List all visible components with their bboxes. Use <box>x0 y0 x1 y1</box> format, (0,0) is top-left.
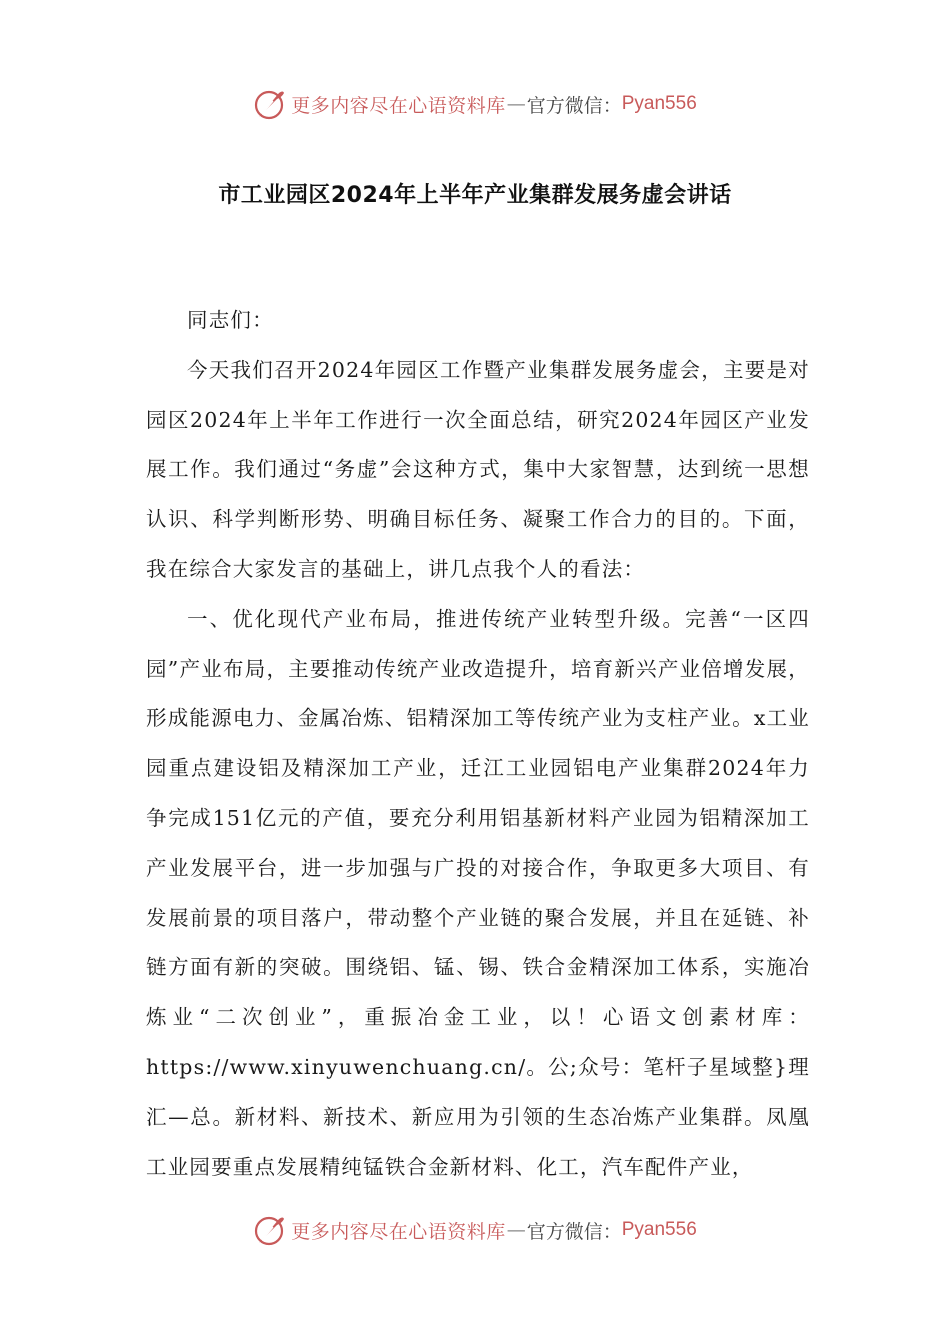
banner-separator: — <box>506 1219 526 1241</box>
quill-logo-icon <box>253 87 287 121</box>
document-title: 市工业园区2024年上半年产业集群发展务虚会讲话 <box>218 183 732 208</box>
header-watermark-banner <box>0 84 950 124</box>
banner-wechat-id: Pyan556 <box>621 93 697 114</box>
footer-watermark-banner <box>0 1210 950 1250</box>
section-one-paragraph: 一、优化现代产业布局，推进传统产业转型升级。完善“一区四园”产业布局，主要推动传统产业改造提升，培育新兴产业倍增发展，形成能源电力、金属冶炼、铝精深加工等传统产业为支柱产业。x工业园重点建设铝及精深加工产业，迁江工业园铝电产业集群2024年力争完成151亿元的产值，要充分利用铝基新材料产业园为铝精深加工产业发展平台，进一步加强与广投的对接合作，争取更多大项目、有发展前景的项目落户，带动整个产业链的聚合发展，并且在延链、补链方面有新的突破。围绕铝、锰、锡、铁合金精深加工体系，实施冶炼业“二次创业”，重振冶金工业，以！心语文创素材库：https://www.xinyuwenchuang.cn/。公;众号：笔杆子星域整}理汇—总。新材料、新技术、新应用为引领的生态冶炼产业集群。凤凰工业园要重点发展精纯锰铁合金新材料、化工，汽车配件产业， <box>146 606 810 1179</box>
banner-separator: — <box>506 93 526 115</box>
banner-wechat-id: Pyan556 <box>621 1219 697 1240</box>
banner-text: 更多内容尽在心语资料库 <box>291 1220 506 1243</box>
banner-text: 更多内容尽在心语资料库 <box>291 94 506 117</box>
document-body <box>146 296 810 1192</box>
banner-wechat-label: 官方微信： <box>526 1220 622 1243</box>
salutation-paragraph: 同志们： <box>187 308 274 332</box>
intro-paragraph: 今天我们召开2024年园区工作暨产业集群发展务虚会，主要是对园区2024年上半年工作进行一次全面总结，研究2024年园区产业发展工作。我们通过“务虚”会这种方式，集中大家智慧，达到统一思想认识、科学判断形势、明确目标任务、凝聚工作合力的目的。下面，我在综合大家发言的基础上，讲几点我个人的看法： <box>146 357 810 581</box>
quill-logo-icon <box>253 1213 287 1247</box>
banner-wechat-label: 官方微信： <box>526 94 622 117</box>
